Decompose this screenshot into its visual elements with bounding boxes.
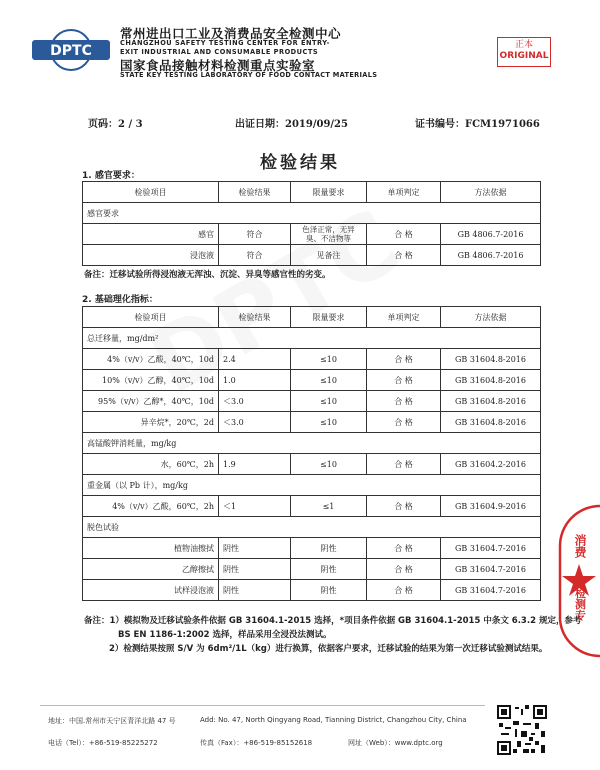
method-cell: GB 4806.7-2016 bbox=[441, 245, 541, 266]
table-row bbox=[83, 412, 541, 433]
method-cell: GB 31604.8-2016 bbox=[441, 412, 541, 433]
result-cell: ＜3.0 bbox=[219, 412, 291, 433]
table-header-row bbox=[83, 182, 541, 203]
header-cell: 单项判定 bbox=[367, 307, 441, 328]
limit-cell: 阴性 bbox=[291, 580, 367, 601]
result-cell: 阴性 bbox=[219, 538, 291, 559]
table-row bbox=[83, 496, 541, 517]
limit-cell: ≤1 bbox=[291, 496, 367, 517]
judge-cell: 合 格 bbox=[367, 454, 441, 475]
seal-text-top: 消费 bbox=[573, 534, 587, 558]
header-cell: 检验项目 bbox=[83, 307, 219, 328]
limit-cell: 阴性 bbox=[291, 538, 367, 559]
center-name-cn: 常州进出口工业及消费品安全检测中心 bbox=[120, 26, 342, 41]
table-group-row bbox=[83, 475, 541, 496]
group-label: 重金属（以 Pb 计），mg/kg bbox=[83, 475, 541, 496]
method-cell: GB 4806.7-2016 bbox=[441, 224, 541, 245]
section1-heading: 1. 感官要求： bbox=[82, 171, 140, 181]
item-cell: 水，60℃，2h bbox=[83, 454, 219, 475]
header-cell: 单项判定 bbox=[367, 182, 441, 203]
judge-cell: 合 格 bbox=[367, 559, 441, 580]
header-cell: 检验项目 bbox=[83, 182, 219, 203]
result-cell: 阴性 bbox=[219, 580, 291, 601]
judge-cell: 合 格 bbox=[367, 496, 441, 517]
table-row bbox=[83, 580, 541, 601]
limit-cell: 阴性 bbox=[291, 559, 367, 580]
result-cell: 符合 bbox=[219, 224, 291, 245]
section1-note: 备注：迁移试验所得浸泡液无浑浊、沉淀、异臭等感官性的劣变。 bbox=[84, 270, 331, 280]
dptc-logo bbox=[28, 28, 114, 72]
result-cell: 2.4 bbox=[219, 349, 291, 370]
footer-tel: 电话（Tel）：+86-519-85225272 bbox=[48, 739, 158, 747]
method-cell: GB 31604.8-2016 bbox=[441, 370, 541, 391]
stamp-cn: 正本 bbox=[514, 40, 533, 50]
center-name-en: CHANGZHOU SAFETY TESTING CENTER FOR ENTRY-EXIT INDUSTRIAL AND CONSUMABLE PRODUCTS bbox=[120, 39, 330, 56]
table-group-row bbox=[83, 517, 541, 538]
seal-text-bottom: 检测专 bbox=[573, 587, 587, 621]
limit-cell: ≤10 bbox=[291, 454, 367, 475]
footer-address-cn: 地址：中国.常州市天宁区青洋北路 47 号 bbox=[48, 717, 176, 725]
header-cell: 检验结果 bbox=[219, 182, 291, 203]
section2-heading: 2. 基础理化指标： bbox=[82, 295, 158, 305]
table-row bbox=[83, 370, 541, 391]
lab-name-en: STATE KEY TESTING LABORATORY OF FOOD CONTACT MATERIALS bbox=[120, 71, 378, 79]
table-row bbox=[83, 224, 541, 245]
side-seal-stamp bbox=[558, 500, 600, 660]
group-label: 感官要求 bbox=[83, 203, 541, 224]
judge-cell: 合 格 bbox=[367, 349, 441, 370]
limit-cell: ≤10 bbox=[291, 412, 367, 433]
judge-cell: 合 格 bbox=[367, 224, 441, 245]
table-row bbox=[83, 245, 541, 266]
lab-name-cn: 国家食品接触材料检测重点实验室 bbox=[120, 58, 316, 73]
table-row bbox=[83, 454, 541, 475]
judge-cell: 合 格 bbox=[367, 370, 441, 391]
result-cell: 阴性 bbox=[219, 559, 291, 580]
item-cell: 浸泡液 bbox=[83, 245, 219, 266]
header-cell: 方法依据 bbox=[441, 307, 541, 328]
table-row bbox=[83, 349, 541, 370]
section2-note2: 2）检测结果按照 S/V 为 6dm²/1L（kg）进行换算，依据客户要求，迁移试验的结果为第一次迁移试验测试结果。 bbox=[109, 644, 548, 654]
header-cell: 检验结果 bbox=[219, 307, 291, 328]
item-cell: 95%（v/v）乙醇*，40℃，10d bbox=[83, 391, 219, 412]
result-cell: 1.0 bbox=[219, 370, 291, 391]
method-cell: GB 31604.9-2016 bbox=[441, 496, 541, 517]
logo-text: DPTC bbox=[50, 43, 92, 59]
method-cell: GB 31604.7-2016 bbox=[441, 580, 541, 601]
table-group-row bbox=[83, 203, 541, 224]
qr-code bbox=[497, 705, 547, 755]
item-cell: 植物油擦拭 bbox=[83, 538, 219, 559]
group-label: 脱色试验 bbox=[83, 517, 541, 538]
page-number: 页码：2 / 3 bbox=[88, 119, 143, 130]
judge-cell: 合 格 bbox=[367, 412, 441, 433]
limit-cell: ≤10 bbox=[291, 349, 367, 370]
limit-cell: 色泽正常，无异臭、不洁物等 bbox=[291, 224, 367, 245]
judge-cell: 合 格 bbox=[367, 391, 441, 412]
judge-cell: 合 格 bbox=[367, 538, 441, 559]
table-group-row bbox=[83, 328, 541, 349]
group-label: 高锰酸钾消耗量，mg/kg bbox=[83, 433, 541, 454]
physicochemical-table bbox=[82, 306, 541, 601]
certificate-number: 证书编号：FCM1971066 bbox=[415, 119, 540, 130]
footer-fax: 传真（Fax）：+86-519-85152618 bbox=[200, 739, 313, 747]
judge-cell: 合 格 bbox=[367, 580, 441, 601]
result-cell: ＜1 bbox=[219, 496, 291, 517]
table-row bbox=[83, 391, 541, 412]
footer-web: 网址（Web）：www.dptc.org bbox=[348, 739, 443, 747]
item-cell: 异辛烷*，20℃，2d bbox=[83, 412, 219, 433]
limit-cell: 见备注 bbox=[291, 245, 367, 266]
item-cell: 乙醇擦拭 bbox=[83, 559, 219, 580]
method-cell: GB 31604.7-2016 bbox=[441, 559, 541, 580]
footer-address-en: Add: No. 47, North Qingyang Road, Tianning District, Changzhou City, China bbox=[200, 716, 467, 724]
header-cell: 方法依据 bbox=[441, 182, 541, 203]
item-cell: 4%（v/v）乙酸，60℃，2h bbox=[83, 496, 219, 517]
method-cell: GB 31604.2-2016 bbox=[441, 454, 541, 475]
group-label: 总迁移量，mg/dm² bbox=[83, 328, 541, 349]
result-cell: 符合 bbox=[219, 245, 291, 266]
method-cell: GB 31604.8-2016 bbox=[441, 391, 541, 412]
issue-date: 出证日期：2019/09/25 bbox=[235, 119, 348, 130]
section2-note1a: 备注：1）模拟物及迁移试验条件依据 GB 31604.1-2015 选择，*项目条件依据 GB 31604.1-2015 中条文 6.3.2 规定，参考 bbox=[84, 616, 582, 626]
result-cell: ＜3.0 bbox=[219, 391, 291, 412]
stamp-en: ORIGINAL bbox=[499, 51, 549, 61]
table-row bbox=[83, 538, 541, 559]
header-cell: 限量要求 bbox=[291, 307, 367, 328]
original-stamp bbox=[497, 37, 551, 67]
method-cell: GB 31604.7-2016 bbox=[441, 538, 541, 559]
item-cell: 4%（v/v）乙酸，40℃，10d bbox=[83, 349, 219, 370]
limit-cell: ≤10 bbox=[291, 370, 367, 391]
table-group-row bbox=[83, 433, 541, 454]
limit-cell: ≤10 bbox=[291, 391, 367, 412]
header-cell: 限量要求 bbox=[291, 182, 367, 203]
page-title: 检验结果 bbox=[260, 153, 340, 173]
item-cell: 试样浸泡液 bbox=[83, 580, 219, 601]
judge-cell: 合 格 bbox=[367, 245, 441, 266]
item-cell: 10%（v/v）乙醇，40℃，10d bbox=[83, 370, 219, 391]
result-cell: 1.9 bbox=[219, 454, 291, 475]
method-cell: GB 31604.8-2016 bbox=[441, 349, 541, 370]
sensory-table bbox=[82, 181, 541, 266]
table-header-row bbox=[83, 307, 541, 328]
table-row bbox=[83, 559, 541, 580]
section2-note1b: BS EN 1186-1:2002 选择，样品采用全浸没法测试。 bbox=[118, 630, 332, 640]
item-cell: 感官 bbox=[83, 224, 219, 245]
